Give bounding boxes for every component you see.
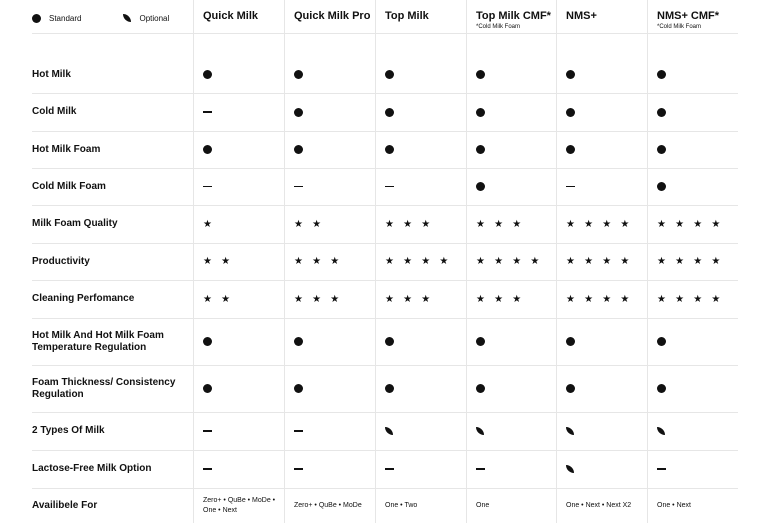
filled-dot-icon — [385, 337, 394, 346]
filled-dot-icon — [566, 145, 575, 154]
table-cell — [385, 412, 469, 450]
filled-dot-icon — [476, 145, 485, 154]
filled-dot-icon — [566, 337, 575, 346]
table-cell — [566, 450, 650, 488]
legend-optional — [123, 14, 169, 23]
filled-dot-icon — [657, 108, 666, 117]
table-cell — [385, 450, 469, 488]
table-cell — [294, 93, 378, 131]
filled-dot-icon — [657, 182, 666, 191]
star-rating: ★ ★ ★ — [294, 293, 343, 305]
row-label: Foam Thickness/ Consistency Regulation — [32, 376, 176, 400]
dash-icon — [203, 186, 212, 188]
dash-icon — [385, 468, 394, 470]
table-cell — [657, 243, 741, 280]
filled-dot-icon — [203, 337, 212, 346]
row-label: Hot Milk Foam — [32, 143, 101, 155]
availability-text: Zero+ • QuBe • MoDe — [294, 501, 362, 509]
dash-icon — [566, 186, 575, 188]
column-divider — [193, 0, 194, 523]
availability-text: Zero+ • QuBe • MoDe • One • Next — [203, 496, 276, 514]
filled-dot-icon — [566, 384, 575, 393]
star-rating: ★ ★ ★ — [385, 218, 434, 230]
column-header — [385, 10, 429, 22]
table-cell — [657, 280, 741, 318]
table-cell — [566, 243, 650, 280]
availability-text: One — [476, 501, 490, 509]
star-rating: ★ ★ ★ ★ — [566, 218, 633, 230]
table-cell — [385, 318, 469, 365]
filled-dot-icon — [32, 14, 41, 23]
filled-dot-icon — [385, 70, 394, 79]
table-cell — [294, 318, 378, 365]
star-rating: ★ — [203, 218, 215, 230]
star-rating: ★ ★ ★ — [476, 218, 525, 230]
filled-dot-icon — [657, 384, 666, 393]
table-cell — [203, 168, 287, 205]
filled-dot-icon — [476, 108, 485, 117]
table-cell — [203, 280, 287, 318]
filled-dot-icon — [294, 108, 303, 117]
star-rating: ★ ★ ★ ★ — [566, 293, 633, 305]
table-cell — [203, 243, 287, 280]
row-label: 2 Types Of Milk — [32, 425, 105, 436]
table-cell — [476, 318, 560, 365]
table-cell — [657, 365, 741, 412]
table-cell — [385, 93, 469, 131]
table-cell — [294, 488, 378, 523]
legend-optional-label: Optional — [139, 13, 170, 23]
filled-dot-icon — [566, 108, 575, 117]
dash-icon — [203, 111, 212, 113]
leaf-icon — [123, 14, 131, 22]
table-cell — [657, 488, 741, 523]
table-cell — [294, 56, 378, 93]
table-cell — [476, 243, 560, 280]
column-title: Quick Milk Pro — [294, 10, 371, 22]
filled-dot-icon — [385, 384, 394, 393]
row-label: Milk Foam Quality — [32, 218, 118, 229]
dash-icon — [657, 468, 666, 470]
column-header — [476, 10, 551, 30]
table-cell — [657, 412, 741, 450]
column-header — [657, 10, 719, 30]
table-cell — [203, 365, 287, 412]
row-label: Cleaning Perfomance — [32, 293, 135, 304]
table-cell — [476, 450, 560, 488]
table-cell — [294, 412, 378, 450]
dash-icon — [294, 430, 303, 432]
star-rating: ★ ★ ★ ★ — [657, 218, 724, 230]
table-cell — [294, 205, 378, 243]
table-cell — [657, 450, 741, 488]
availability-text: One • Next — [657, 501, 691, 509]
header-divider — [32, 33, 738, 34]
table-cell — [385, 280, 469, 318]
row-label: Lactose-Free Milk Option — [32, 463, 152, 474]
column-title: Top Milk — [385, 10, 429, 22]
table-cell — [476, 56, 560, 93]
table-cell — [566, 412, 650, 450]
row-label: Productivity — [32, 255, 90, 267]
star-rating: ★ ★ ★ ★ — [657, 293, 724, 305]
filled-dot-icon — [294, 70, 303, 79]
table-cell — [566, 131, 650, 168]
table-cell — [657, 168, 741, 205]
table-cell — [566, 168, 650, 205]
table-cell — [566, 56, 650, 93]
table-cell — [566, 280, 650, 318]
star-rating: ★ ★ — [203, 256, 234, 267]
star-rating: ★ ★ ★ ★ — [385, 256, 452, 267]
filled-dot-icon — [657, 145, 666, 154]
table-cell — [476, 488, 560, 523]
table-cell — [203, 56, 287, 93]
availability-text: One • Two — [385, 501, 418, 509]
table-cell — [476, 131, 560, 168]
filled-dot-icon — [476, 384, 485, 393]
leaf-icon — [476, 427, 484, 435]
column-title: Top Milk CMF* — [476, 10, 551, 22]
table-cell — [203, 131, 287, 168]
legend-standard — [32, 14, 81, 23]
table-cell — [203, 412, 287, 450]
dash-icon — [385, 186, 394, 188]
table-cell — [294, 450, 378, 488]
table-cell — [385, 205, 469, 243]
table-cell — [566, 93, 650, 131]
leaf-icon — [657, 427, 665, 435]
column-title: Quick Milk — [203, 10, 259, 22]
table-cell — [294, 243, 378, 280]
table-cell — [385, 131, 469, 168]
leaf-icon — [385, 427, 393, 435]
table-cell — [476, 93, 560, 131]
filled-dot-icon — [294, 337, 303, 346]
table-cell — [476, 205, 560, 243]
table-cell — [385, 488, 469, 523]
dash-icon — [203, 468, 212, 470]
filled-dot-icon — [385, 145, 394, 154]
column-header — [203, 10, 258, 22]
table-cell — [657, 56, 741, 93]
star-rating: ★ ★ — [203, 293, 234, 305]
star-rating: ★ ★ ★ ★ — [657, 256, 724, 267]
table-cell — [566, 488, 650, 523]
table-cell — [657, 93, 741, 131]
filled-dot-icon — [294, 145, 303, 154]
table-cell — [476, 280, 560, 318]
row-label: Cold Milk Foam — [32, 180, 106, 192]
dash-icon — [294, 186, 303, 188]
filled-dot-icon — [657, 337, 666, 346]
table-cell — [294, 168, 378, 205]
column-header — [566, 10, 597, 22]
filled-dot-icon — [294, 384, 303, 393]
table-cell — [203, 488, 287, 523]
star-rating: ★ ★ ★ ★ — [566, 256, 633, 267]
filled-dot-icon — [566, 70, 575, 79]
filled-dot-icon — [476, 182, 485, 191]
leaf-icon — [566, 465, 574, 473]
dash-icon — [203, 430, 212, 432]
dash-icon — [476, 468, 485, 470]
table-cell — [294, 365, 378, 412]
filled-dot-icon — [385, 108, 394, 117]
table-cell — [476, 168, 560, 205]
legend — [32, 10, 211, 26]
filled-dot-icon — [476, 337, 485, 346]
legend-standard-label: Standard — [49, 13, 82, 23]
filled-dot-icon — [203, 384, 212, 393]
column-title: NMS+ CMF* — [657, 10, 720, 22]
star-rating: ★ ★ ★ ★ — [476, 256, 543, 267]
column-title: NMS+ — [566, 10, 597, 22]
filled-dot-icon — [657, 70, 666, 79]
filled-dot-icon — [476, 70, 485, 79]
table-cell — [385, 168, 469, 205]
column-note: *Cold Milk Foam — [657, 24, 702, 30]
dash-icon — [294, 468, 303, 470]
filled-dot-icon — [203, 145, 212, 154]
table-cell — [476, 365, 560, 412]
table-cell — [294, 131, 378, 168]
table-cell — [385, 243, 469, 280]
row-label: Cold Milk — [32, 106, 77, 117]
table-cell — [657, 131, 741, 168]
table-cell — [657, 205, 741, 243]
table-cell — [566, 205, 650, 243]
table-cell — [385, 56, 469, 93]
table-cell — [203, 450, 287, 488]
table-cell — [203, 318, 287, 365]
table-cell — [294, 280, 378, 318]
column-note: *Cold Milk Foam — [476, 24, 521, 30]
star-rating: ★ ★ ★ — [476, 293, 525, 305]
star-rating: ★ ★ ★ — [385, 293, 434, 305]
table-cell — [203, 93, 287, 131]
star-rating: ★ ★ ★ — [294, 256, 343, 267]
row-label: Hot Milk — [32, 68, 71, 80]
row-label: Availibele For — [32, 499, 98, 511]
table-cell — [385, 365, 469, 412]
table-cell — [566, 318, 650, 365]
table-cell — [566, 365, 650, 412]
table-cell — [657, 318, 741, 365]
table-cell — [476, 412, 560, 450]
column-header — [294, 10, 370, 22]
leaf-icon — [566, 427, 574, 435]
availability-text: One • Next • Next X2 — [566, 501, 632, 509]
star-rating: ★ ★ — [294, 218, 325, 230]
filled-dot-icon — [203, 70, 212, 79]
table-cell — [203, 205, 287, 243]
row-label: Hot Milk And Hot Milk Foam Temperature Regulation — [32, 329, 164, 353]
